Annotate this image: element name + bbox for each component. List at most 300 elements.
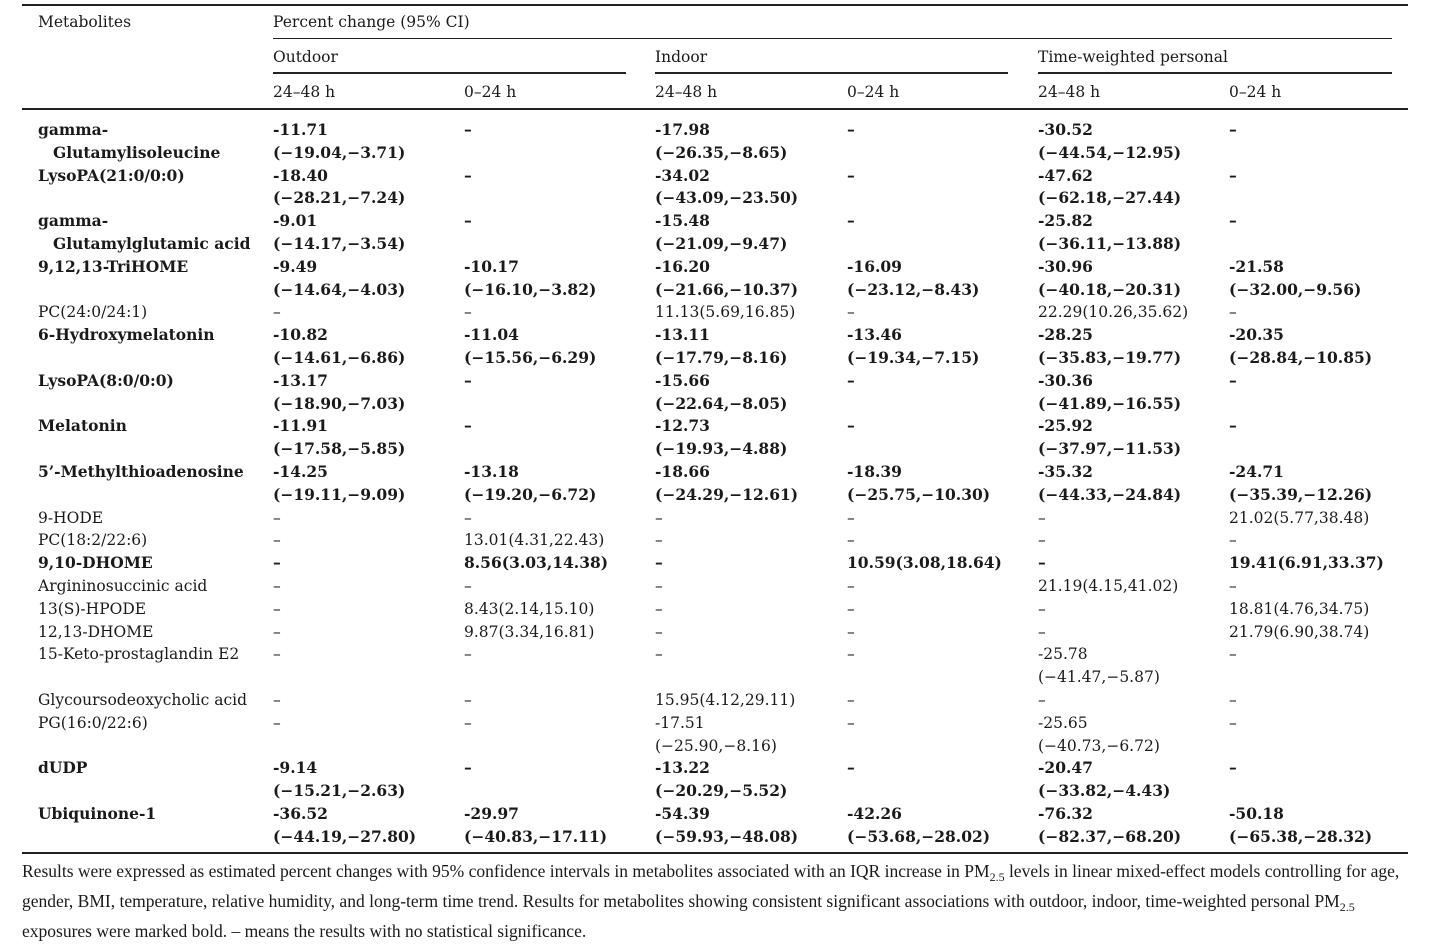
table-cell (464, 370, 655, 416)
table-cell (464, 301, 655, 324)
group-header-indoor: Indoor (655, 48, 708, 66)
cell-estimate: – (847, 599, 855, 618)
cell-estimate: – (847, 303, 855, 322)
cell-ci: (−32.00,−9.56) (1229, 279, 1362, 299)
metabolite-name (22, 165, 273, 211)
table-cell (1229, 712, 1408, 758)
group-rule-indoor (655, 72, 1008, 74)
table-cell (847, 712, 1038, 758)
table-cell (1229, 643, 1408, 689)
table-cell (847, 689, 1038, 712)
table-cell (1038, 461, 1229, 507)
footnote-text-2: levels in linear mixed-effect models controlling for age, gender, BMI, temperature, relative humidity, and long-term time trend. Results for metabolites showing consistent significant associations with outdoor, indoor, time-weighted personal PM (22, 861, 1400, 911)
cell-estimate: 10.59(3.08,18.64) (847, 553, 1002, 573)
table-cell (1229, 210, 1408, 256)
table-cell (273, 256, 464, 302)
table-cell (1038, 598, 1229, 621)
table-cell (655, 324, 847, 370)
cell-estimate: – (847, 508, 855, 527)
table-row (22, 803, 1408, 849)
cell-ci: (−19.20,−6.72) (464, 484, 597, 504)
cell-ci: (−82.37,−68.20) (1038, 826, 1182, 846)
cell-estimate: – (847, 713, 855, 732)
table-cell (1229, 757, 1408, 803)
cell-ci: (−15.21,−2.63) (273, 781, 406, 801)
cell-estimate: -9.01 (273, 211, 318, 231)
table-cell (464, 803, 655, 849)
table-cell (1038, 757, 1229, 803)
cell-estimate: -24.71 (1229, 461, 1284, 481)
table-cell (273, 552, 464, 575)
table-cell (1038, 552, 1229, 575)
cell-estimate: -17.51 (655, 713, 705, 732)
cell-estimate: – (847, 416, 855, 436)
table-cell (1038, 643, 1229, 689)
cell-estimate: – (273, 576, 281, 595)
table-cell (847, 119, 1038, 165)
metabolite-name (22, 803, 273, 849)
cell-ci: (−26.35,−8.65) (655, 142, 788, 162)
cell-estimate: – (1229, 370, 1237, 390)
table-cell (464, 507, 655, 530)
cell-ci: (−19.93,−4.88) (655, 439, 788, 459)
cell-estimate: – (847, 370, 855, 390)
cell-estimate: – (655, 599, 663, 618)
metabolite-name-text: 5’-Methylthioadenosine (38, 461, 244, 481)
cell-estimate: – (464, 508, 472, 527)
cell-estimate: – (464, 211, 472, 231)
cell-estimate: – (464, 370, 472, 390)
cell-estimate: -42.26 (847, 803, 902, 823)
table-row (22, 210, 1408, 256)
cell-estimate: 21.02(5.77,38.48) (1229, 508, 1370, 527)
cell-estimate: 13.01(4.31,22.43) (464, 531, 605, 550)
cell-estimate: -25.82 (1038, 211, 1093, 231)
cell-estimate: -13.11 (655, 325, 710, 345)
cell-estimate: – (273, 303, 281, 322)
cell-estimate: – (655, 622, 663, 641)
metabolite-name-text: Melatonin (38, 416, 127, 436)
percent-change-header: Percent change (95% CI) (273, 13, 470, 31)
table-cell (464, 575, 655, 598)
cell-estimate: – (464, 165, 472, 185)
table-row (22, 415, 1408, 461)
name-part: gamma- (38, 120, 109, 139)
table-cell (847, 552, 1038, 575)
cell-ci: (−41.47,−5.87) (1038, 668, 1160, 687)
table-cell (1038, 415, 1229, 461)
metabolite-name-text: 15-Keto-prostaglandin E2 (38, 645, 240, 664)
table-cell (847, 529, 1038, 552)
metabolite-name (22, 598, 273, 621)
cell-ci: (−35.39,−12.26) (1229, 484, 1373, 504)
cell-ci: (−18.90,−7.03) (273, 393, 406, 413)
header-bottom-rule (22, 108, 1408, 110)
cell-ci: (−41.89,−16.55) (1038, 393, 1182, 413)
metabolite-name (22, 415, 273, 461)
cell-ci: (−28.84,−10.85) (1229, 347, 1373, 367)
metabolite-name (22, 552, 273, 575)
cell-estimate: – (464, 416, 472, 436)
metabolite-name-text: Glycoursodeoxycholic acid (38, 690, 248, 709)
table-cell (1229, 689, 1408, 712)
footnote-subscript-1: 2.5 (989, 870, 1005, 884)
metabolite-name (22, 712, 273, 758)
cell-estimate: -13.18 (464, 461, 519, 481)
cell-ci: (−40.18,−20.31) (1038, 279, 1182, 299)
table-cell (847, 165, 1038, 211)
cell-estimate: – (655, 531, 663, 550)
metabolite-name-text: Ubiquinone-1 (38, 803, 157, 823)
table-cell (847, 461, 1038, 507)
table-cell (1038, 803, 1229, 849)
metabolite-name-text (38, 210, 273, 256)
table-cell (655, 301, 847, 324)
cell-estimate: -20.35 (1229, 325, 1284, 345)
name-part: Glutamylisoleucine (53, 142, 221, 162)
table-cell (1038, 256, 1229, 302)
cell-estimate: – (847, 622, 855, 641)
table-top-rule (22, 4, 1408, 6)
name-part: gamma- (38, 211, 109, 231)
table-cell (464, 165, 655, 211)
cell-estimate: -20.47 (1038, 758, 1093, 778)
cell-estimate: – (1229, 713, 1237, 732)
name-part: Glutamylglutamic acid (53, 233, 251, 253)
table-cell (655, 415, 847, 461)
cell-estimate: -10.17 (464, 256, 519, 276)
cell-estimate: – (1229, 576, 1237, 595)
table-cell (464, 689, 655, 712)
cell-ci: (−15.56,−6.29) (464, 347, 597, 367)
table-row (22, 712, 1408, 758)
footnote-subscript-2: 2.5 (1339, 900, 1355, 914)
subcol-header: 24–48 h (655, 83, 718, 101)
cell-estimate: 8.56(3.03,14.38) (464, 553, 609, 573)
table-cell (464, 552, 655, 575)
table-cell (655, 256, 847, 302)
table-cell (1229, 119, 1408, 165)
cell-ci: (−65.38,−28.32) (1229, 826, 1373, 846)
metabolite-name (22, 757, 273, 803)
table-cell (1229, 324, 1408, 370)
table-row (22, 643, 1408, 689)
cell-estimate: -34.02 (655, 165, 710, 185)
cell-estimate: -35.32 (1038, 461, 1093, 481)
table-row (22, 370, 1408, 416)
cell-estimate: -11.04 (464, 325, 519, 345)
table-cell (655, 529, 847, 552)
table-cell (655, 712, 847, 758)
subcol-header: 0–24 h (847, 83, 900, 101)
cell-estimate: – (847, 531, 855, 550)
table-cell (655, 461, 847, 507)
table-cell (1038, 621, 1229, 644)
table-cell (1038, 370, 1229, 416)
cell-estimate: – (1229, 120, 1237, 139)
cell-estimate: -16.09 (847, 256, 902, 276)
cell-estimate: – (847, 165, 855, 185)
cell-estimate: – (273, 713, 281, 732)
table-cell (655, 119, 847, 165)
table-cell (464, 415, 655, 461)
table-cell (655, 370, 847, 416)
cell-estimate: – (273, 690, 281, 709)
table-row (22, 598, 1408, 621)
table-cell (273, 301, 464, 324)
table-cell (273, 757, 464, 803)
table-cell (847, 598, 1038, 621)
group-rule-outdoor (273, 72, 626, 74)
metabolite-name (22, 119, 273, 165)
cell-estimate: -9.49 (273, 256, 318, 276)
cell-estimate: – (1038, 553, 1046, 573)
table-cell (273, 712, 464, 758)
cell-estimate: -11.91 (273, 416, 328, 436)
cell-estimate: – (273, 531, 281, 550)
table-cell (464, 621, 655, 644)
table-cell (847, 575, 1038, 598)
cell-estimate: – (273, 645, 281, 664)
table-cell (1229, 415, 1408, 461)
cell-ci: (−59.93,−48.08) (655, 826, 799, 846)
cell-estimate: – (464, 713, 472, 732)
table-cell (847, 757, 1038, 803)
cell-estimate: -17.98 (655, 120, 710, 139)
metabolite-name-text: dUDP (38, 758, 88, 778)
metabolite-name-text (38, 119, 273, 165)
table-cell (655, 689, 847, 712)
cell-estimate: – (1038, 690, 1046, 709)
table-cell (464, 757, 655, 803)
cell-estimate: – (464, 690, 472, 709)
cell-estimate: 21.79(6.90,38.74) (1229, 622, 1370, 641)
cell-estimate: -29.97 (464, 803, 519, 823)
table-cell (1038, 529, 1229, 552)
metabolites-header: Metabolites (38, 13, 132, 31)
cell-ci: (−17.58,−5.85) (273, 439, 406, 459)
metabolite-name (22, 575, 273, 598)
subcol-header: 24–48 h (1038, 83, 1101, 101)
cell-estimate: -50.18 (1229, 803, 1284, 823)
table-row (22, 301, 1408, 324)
table-body (22, 119, 1408, 849)
cell-estimate: -14.25 (273, 461, 328, 481)
cell-ci: (−14.17,−3.54) (273, 233, 406, 253)
cell-estimate: 19.41(6.91,33.37) (1229, 553, 1384, 573)
table-cell (273, 575, 464, 598)
cell-estimate: – (464, 576, 472, 595)
cell-estimate: -25.92 (1038, 416, 1093, 436)
table-cell (1038, 210, 1229, 256)
table-row (22, 552, 1408, 575)
table-cell (1229, 621, 1408, 644)
cell-ci: (−17.79,−8.16) (655, 347, 788, 367)
table-cell (1038, 324, 1229, 370)
cell-estimate: – (273, 508, 281, 527)
cell-ci: (−21.09,−9.47) (655, 233, 788, 253)
table-cell (464, 529, 655, 552)
table-row (22, 165, 1408, 211)
metabolite-name (22, 256, 273, 302)
table-cell (1038, 575, 1229, 598)
cell-estimate: 8.43(2.14,15.10) (464, 599, 595, 618)
percent-change-rule (273, 38, 1392, 39)
metabolite-name-text: LysoPA(8:0/0:0) (38, 370, 174, 390)
cell-estimate: – (1229, 416, 1237, 436)
cell-estimate: -13.46 (847, 325, 902, 345)
footnote-text-1: Results were expressed as estimated percent changes with 95% confidence intervals in metabolites associated with an IQR increase in PM (22, 861, 990, 881)
cell-estimate: 22.29(10.26,35.62) (1038, 303, 1189, 322)
table-cell (1229, 256, 1408, 302)
table-cell (1229, 552, 1408, 575)
table-cell (1038, 165, 1229, 211)
table-cell (847, 643, 1038, 689)
table-cell (655, 507, 847, 530)
table-cell (464, 461, 655, 507)
table-row (22, 757, 1408, 803)
cell-estimate: -18.66 (655, 461, 710, 481)
table-footnote (22, 859, 1412, 943)
cell-estimate: – (847, 758, 855, 778)
cell-estimate: 15.95(4.12,29.11) (655, 690, 796, 709)
cell-ci: (−19.11,−9.09) (273, 484, 406, 504)
table-cell (464, 256, 655, 302)
cell-estimate: 9.87(3.34,16.81) (464, 622, 595, 641)
cell-ci: (−37.97,−11.53) (1038, 439, 1182, 459)
cell-ci: (−44.33,−24.84) (1038, 484, 1182, 504)
metabolite-name (22, 324, 273, 370)
cell-estimate: – (1229, 303, 1237, 322)
table-cell (847, 301, 1038, 324)
cell-estimate: -30.52 (1038, 120, 1093, 139)
table-cell (273, 621, 464, 644)
table-cell (847, 621, 1038, 644)
table-cell (655, 165, 847, 211)
table-cell (1229, 461, 1408, 507)
cell-ci: (−53.68,−28.02) (847, 826, 991, 846)
cell-ci: (−44.54,−12.95) (1038, 142, 1182, 162)
table-cell (655, 643, 847, 689)
cell-estimate: – (464, 303, 472, 322)
table-row (22, 575, 1408, 598)
metabolite-name-text: PC(24:0/24:1) (38, 303, 148, 322)
cell-ci: (−40.83,−17.11) (464, 826, 608, 846)
cell-estimate: – (1229, 645, 1237, 664)
cell-estimate: -47.62 (1038, 165, 1093, 185)
table-cell (464, 643, 655, 689)
table-row (22, 507, 1408, 530)
cell-estimate: -21.58 (1229, 256, 1284, 276)
cell-estimate: – (464, 645, 472, 664)
group-header-outdoor: Outdoor (273, 48, 338, 66)
cell-estimate: -10.82 (273, 325, 328, 345)
metabolite-name-text: 6-Hydroxymelatonin (38, 325, 215, 345)
cell-ci: (−25.90,−8.16) (655, 736, 777, 755)
table-cell (655, 757, 847, 803)
cell-estimate: -30.36 (1038, 370, 1093, 390)
cell-estimate: -18.40 (273, 165, 328, 185)
cell-estimate: – (847, 211, 855, 231)
cell-ci: (−40.73,−6.72) (1038, 736, 1160, 755)
cell-estimate: – (655, 576, 663, 595)
cell-estimate: -13.22 (655, 758, 710, 778)
cell-estimate: – (1229, 165, 1237, 185)
table-row (22, 256, 1408, 302)
table-cell (273, 119, 464, 165)
cell-estimate: 18.81(4.76,34.75) (1229, 599, 1370, 618)
cell-estimate: -9.14 (273, 758, 318, 778)
cell-ci: (−22.64,−8.05) (655, 393, 788, 413)
cell-estimate: -11.71 (273, 120, 328, 139)
cell-estimate: -18.39 (847, 461, 902, 481)
table-cell (273, 643, 464, 689)
table-cell (655, 803, 847, 849)
metabolite-name-text: Argininosuccinic acid (38, 576, 208, 595)
metabolite-name (22, 210, 273, 256)
table-cell (273, 598, 464, 621)
table-bottom-rule (22, 852, 1408, 854)
table-cell (273, 461, 464, 507)
group-rule-personal (1038, 72, 1392, 74)
cell-estimate: – (1038, 531, 1046, 550)
cell-estimate: – (273, 622, 281, 641)
cell-estimate: – (1229, 758, 1237, 778)
cell-estimate: – (1229, 690, 1237, 709)
cell-estimate: – (273, 553, 281, 573)
metabolite-name-text: 9,12,13-TriHOME (38, 256, 189, 276)
table-cell (655, 575, 847, 598)
table-cell (273, 165, 464, 211)
cell-estimate: – (655, 553, 663, 573)
table-cell (273, 689, 464, 712)
cell-ci: (−33.82,−4.43) (1038, 781, 1171, 801)
cell-estimate: – (847, 645, 855, 664)
metabolite-name (22, 507, 273, 530)
metabolite-name-text: 13(S)-HPODE (38, 599, 147, 618)
cell-estimate: 11.13(5.69,16.85) (655, 303, 796, 322)
cell-estimate: -25.65 (1038, 713, 1088, 732)
cell-ci: (−23.12,−8.43) (847, 279, 980, 299)
table-cell (847, 803, 1038, 849)
cell-estimate: -28.25 (1038, 325, 1093, 345)
table-cell (1038, 712, 1229, 758)
cell-estimate: – (655, 508, 663, 527)
cell-estimate: – (464, 120, 472, 139)
table-cell (1229, 575, 1408, 598)
cell-estimate: – (273, 599, 281, 618)
cell-ci: (−19.04,−3.71) (273, 142, 406, 162)
table-cell (1229, 598, 1408, 621)
cell-estimate: – (1229, 211, 1237, 231)
table-cell (1229, 301, 1408, 324)
cell-ci: (−62.18,−27.44) (1038, 188, 1182, 208)
metabolite-name-text: 12,13-DHOME (38, 622, 154, 641)
subcol-header: 0–24 h (1229, 83, 1282, 101)
group-header-personal: Time-weighted personal (1038, 48, 1228, 66)
table-cell (464, 119, 655, 165)
footnote-text-3: exposures were marked bold. – means the results with no statistical significance. (22, 921, 587, 941)
table-cell (464, 598, 655, 621)
table-cell (847, 415, 1038, 461)
table-cell (464, 324, 655, 370)
cell-estimate: – (655, 645, 663, 664)
metabolite-name (22, 301, 273, 324)
table-cell (1038, 689, 1229, 712)
metabolite-name-text: PG(16:0/22:6) (38, 713, 148, 732)
cell-estimate: – (1229, 531, 1237, 550)
cell-ci: (−44.19,−27.80) (273, 826, 417, 846)
